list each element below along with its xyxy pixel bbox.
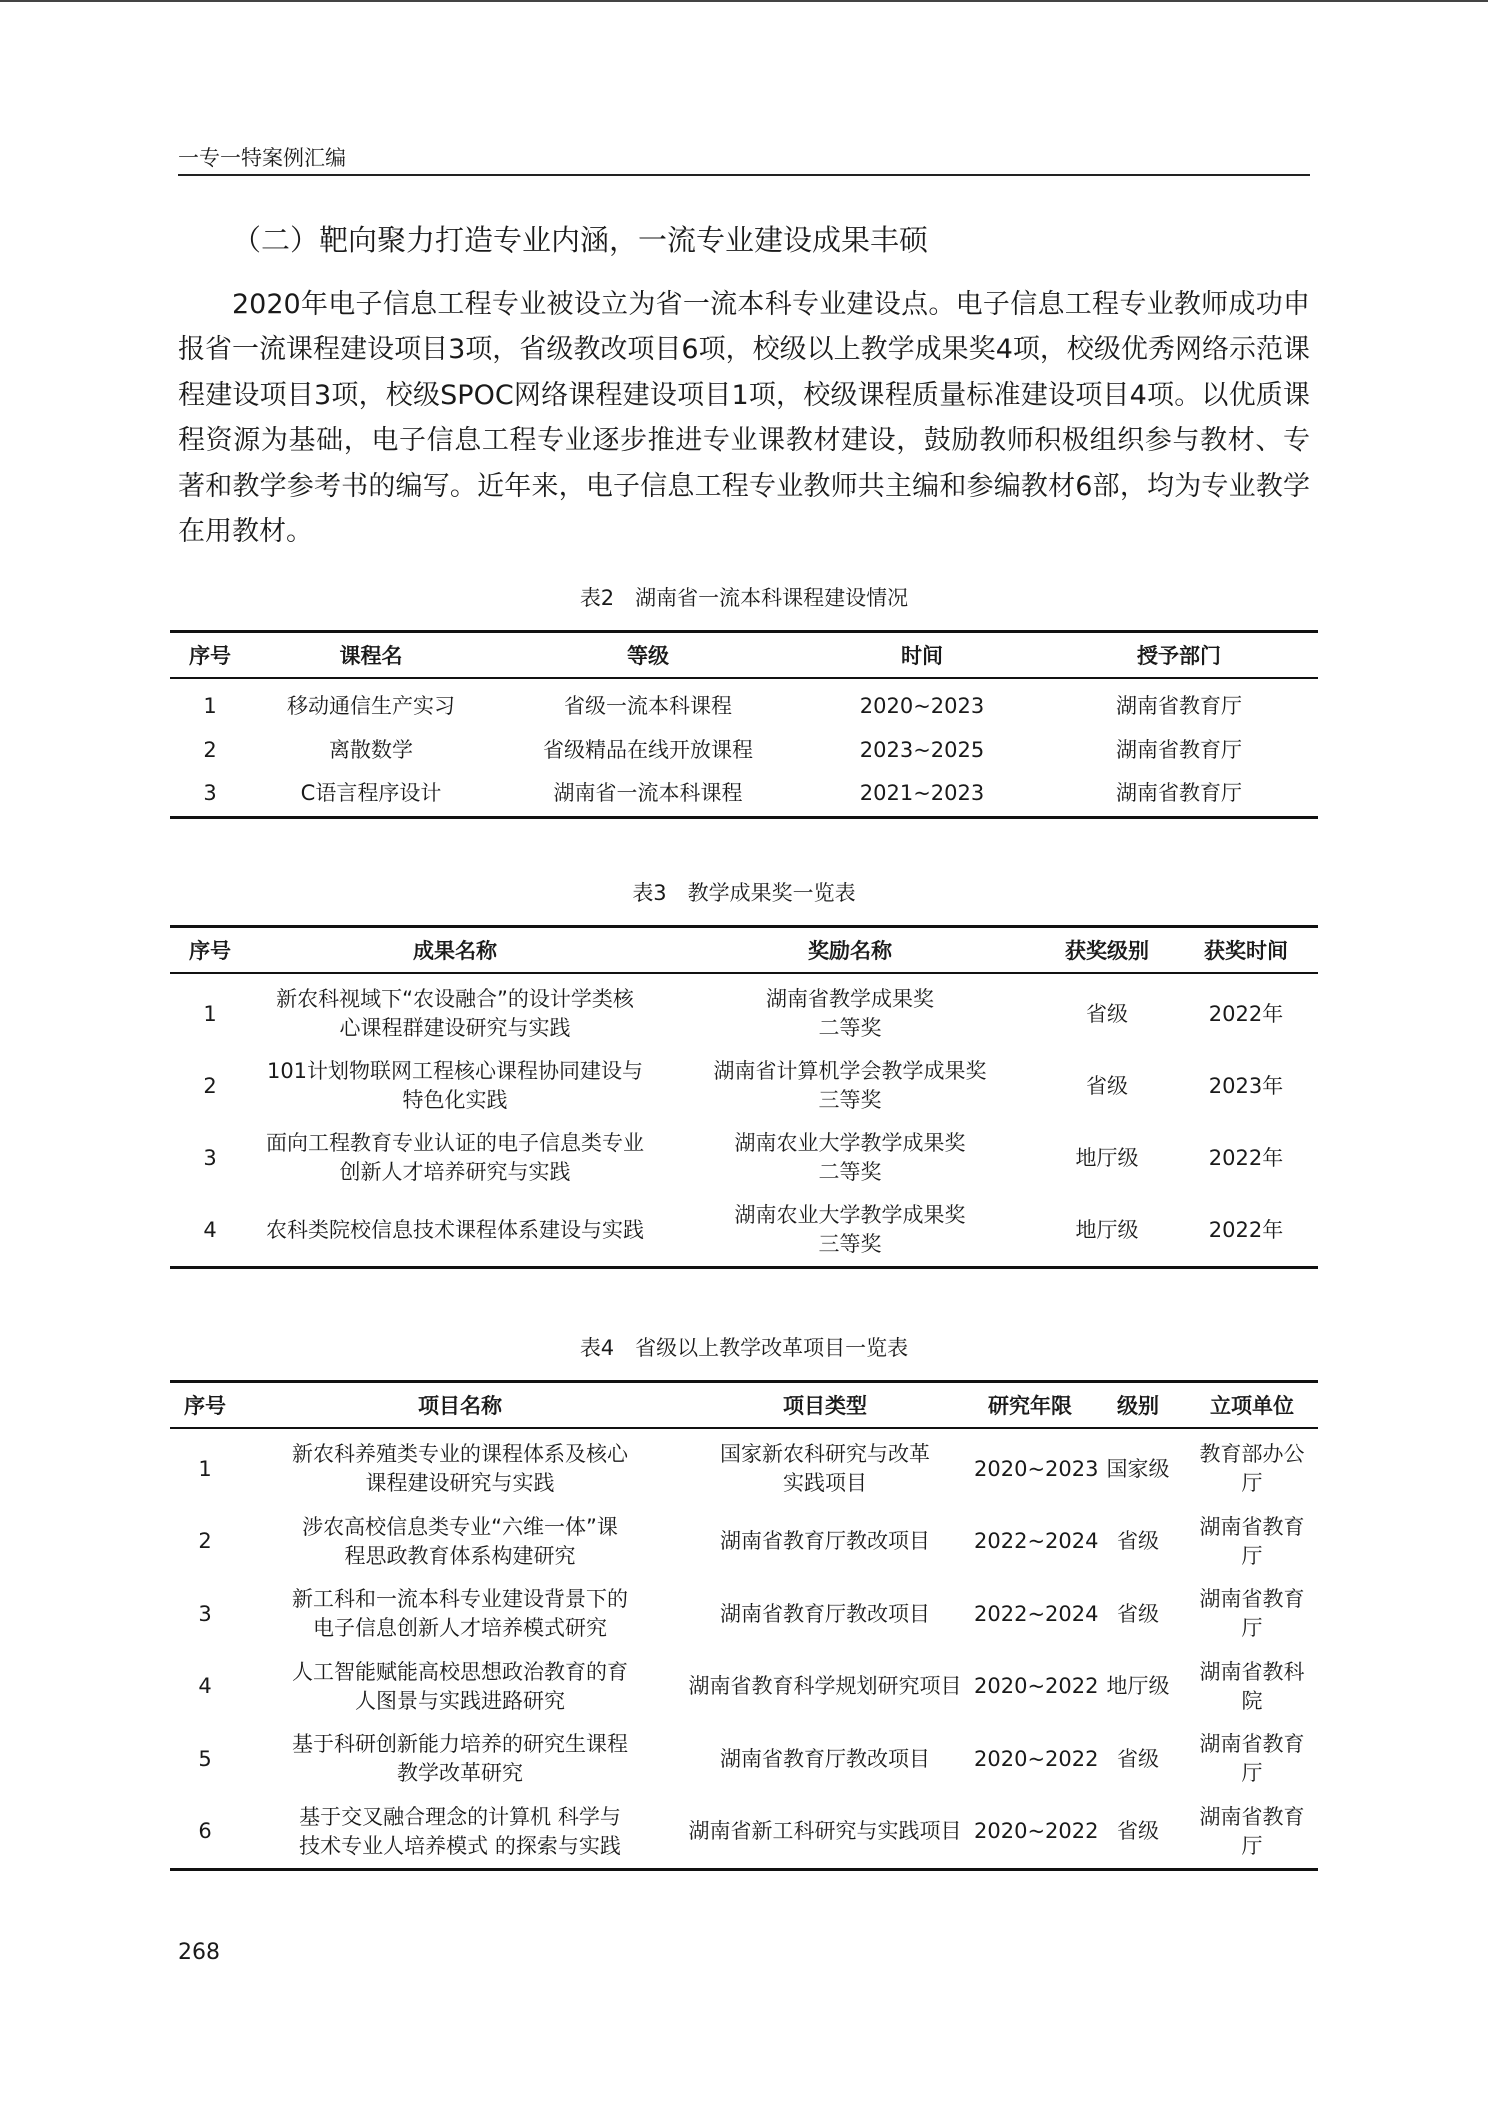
table-cell [680,1578,970,1651]
table-cell: 1 [198,1456,212,1481]
table-cell: C语言程序设计 [300,781,442,806]
table-cell [250,1194,660,1268]
table-cell: 3 [203,1145,217,1170]
table-row [170,1050,1318,1122]
table-row [170,1578,1318,1651]
table-cell: 地厅级 [1075,1145,1139,1170]
table-cell: 2023~2025 [859,737,985,762]
table-cell [680,1723,970,1796]
table-cell: 4 [203,1217,217,1242]
cell-text-line: 课程建设研究与实践 [365,1471,555,1496]
top-border-line [0,0,1488,2]
cell-text-line: 技术专业人培养模式 的探索与实践 [299,1833,621,1858]
table2-header-cell: 等级 [627,644,669,668]
table-cell: 2022~2024 [974,1601,1099,1626]
table-row [170,772,1318,817]
cell-text-line: 湖南省新工科研究与实践项目 [688,1819,962,1844]
table-cell [680,1651,970,1724]
table-cell [240,1506,680,1579]
cell-text-line: 湖南省教育科学规划研究项目 [688,1674,962,1699]
cell-text-line: 国家新农科研究与改革 [720,1442,930,1467]
table3-header-row [170,927,1318,974]
table-cell: 2 [203,737,217,762]
table-cell [680,1506,970,1579]
table-cell: 湖南省教育厅 [1199,1804,1305,1858]
table-cell: 2020~2022 [974,1674,1099,1699]
cell-text-line: 特色化实践 [402,1088,508,1112]
section-heading: （二）靶向聚力打造专业内涵，一流专业建设成果丰硕 [232,223,929,257]
cell-text-line: 农科类院校信息技术课程体系建设与实践 [266,1217,644,1242]
table-row [170,1723,1318,1796]
cell-text-line: 实践项目 [783,1471,867,1496]
table-cell [240,1796,680,1870]
table4-caption: 表4 省级以上教学改革项目一览表 [579,1336,909,1360]
table-row [170,1506,1318,1579]
table-row [170,678,1318,729]
table-cell: 地厅级 [1106,1674,1170,1699]
table-cell: 省级一流本科课程 [564,694,732,719]
table-cell: 湖南省教育厅 [1199,1514,1305,1568]
table-cell: 省级 [1117,1601,1159,1626]
table-cell: 省级 [1086,1001,1128,1026]
table-cell: 2 [198,1529,212,1554]
cell-text-line: 湖南省教育厅教改项目 [720,1746,930,1771]
table-cell: 2020~2023 [859,694,985,719]
table-cell [240,1578,680,1651]
table2-course-construction [170,630,1318,819]
table4-header-cell: 级别 [1117,1394,1159,1418]
cell-text-line: 新农科养殖类专业的课程体系及核心 [292,1442,628,1467]
table-cell [660,1194,1040,1268]
table-cell: 湖南省教科院 [1199,1659,1305,1713]
table-cell: 1 [203,1001,217,1026]
table-cell: 省级精品在线开放课程 [543,737,753,762]
table-cell: 移动通信生产实习 [287,694,455,719]
table3-header-cell: 成果名称 [413,939,497,963]
table-cell: 2020~2022 [974,1819,1099,1844]
table-cell [660,1122,1040,1194]
table-cell: 省级 [1117,1746,1159,1771]
table-cell: 2022年 [1208,1001,1284,1026]
cell-text-line: 三等奖 [818,1232,882,1256]
cell-text-line: 涉农高校信息类专业“六维一体”课 [302,1514,618,1539]
table3-header-cell: 序号 [189,939,231,963]
table3-header-cell: 获奖时间 [1204,939,1288,963]
table-cell: 3 [203,781,217,806]
cell-text-line: 基于科研创新能力培养的研究生课程 [292,1732,628,1757]
table-row [170,973,1318,1050]
table-cell: 湖南省教育厅 [1199,1587,1305,1641]
table-cell [660,973,1040,1050]
cell-text-line: 湖南农业大学教学成果奖 [734,1131,966,1155]
table-row [170,1194,1318,1268]
cell-text-line: 湖南省教学成果奖 [766,987,934,1011]
table-cell: 4 [198,1674,212,1699]
table-cell: 1 [203,694,217,719]
table4-reform-projects [170,1380,1318,1871]
cell-text-line: 湖南省计算机学会教学成果奖 [713,1059,987,1083]
table-row [170,1796,1318,1870]
cell-text-line: 二等奖 [818,1160,882,1184]
table-cell: 省级 [1086,1073,1128,1098]
cell-text-line: 101计划物联网工程核心课程协同建设与 [266,1059,644,1083]
table3-caption: 表3 教学成果奖一览表 [632,881,856,905]
table2-header-cell: 课程名 [339,644,403,668]
cell-text-line: 三等奖 [818,1088,882,1112]
table-cell: 6 [198,1819,212,1844]
table4-header-cell: 研究年限 [988,1394,1072,1418]
table-cell: 2022~2024 [974,1529,1099,1554]
cell-text-line: 面向工程教育专业认证的电子信息类专业 [266,1131,644,1155]
table4-header-row [170,1382,1318,1429]
table4-header-cell: 项目名称 [418,1394,502,1418]
table-cell [250,1050,660,1122]
table2-header-cell: 时间 [901,644,943,668]
table3-header-cell: 获奖级别 [1065,939,1149,963]
table-cell [240,1651,680,1724]
cell-text-line: 人工智能赋能高校思想政治教育的育 [292,1659,628,1684]
cell-text-line: 电子信息创新人才培养模式研究 [313,1616,607,1641]
table-cell [660,1050,1040,1122]
table-cell [240,1428,680,1506]
table-row [170,1428,1318,1506]
table-cell: 2 [203,1073,217,1098]
cell-text-line: 湖南农业大学教学成果奖 [734,1203,966,1227]
table-cell [680,1796,970,1870]
table4-header-cell: 项目类型 [783,1394,867,1418]
table-cell: 2020~2023 [974,1456,1099,1481]
table3-header-cell: 奖励名称 [808,939,892,963]
table-cell: 2021~2023 [859,781,985,806]
table-row [170,729,1318,773]
cell-text-line: 创新人才培养研究与实践 [339,1160,571,1184]
table-cell: 离散数学 [329,737,413,762]
table-cell: 2022年 [1208,1145,1284,1170]
table-cell: 湖南省教育厅 [1116,737,1242,762]
table-row [170,1651,1318,1724]
cell-text-line: 教学改革研究 [397,1761,523,1786]
table-cell: 省级 [1117,1819,1159,1844]
table-cell: 湖南省一流本科课程 [553,781,743,806]
table4-header-cell: 序号 [184,1394,226,1418]
table-cell: 2022年 [1208,1217,1284,1242]
table-cell: 2020~2022 [974,1746,1099,1771]
table-cell: 2023年 [1208,1073,1284,1098]
table2-header-cell: 授予部门 [1137,644,1221,668]
table-cell [680,1428,970,1506]
table-cell: 湖南省教育厅 [1199,1732,1305,1786]
running-header-title: 一专一特案例汇编 [178,146,346,170]
table-cell: 湖南省教育厅 [1116,694,1242,719]
table-cell: 地厅级 [1075,1217,1139,1242]
table3-teaching-awards [170,925,1318,1269]
cell-text-line: 二等奖 [818,1016,882,1040]
table-cell: 3 [198,1601,212,1626]
table-cell [250,1122,660,1194]
table-cell: 省级 [1117,1529,1159,1554]
table-row [170,1122,1318,1194]
body-paragraph: 2020年电子信息工程专业被设立为省一流本科专业建设点。电子信息工程专业教师成功申报省一流课程建设项目3项，省级教改项目6项，校级以上教学成果奖4项，校级优秀网络示范课程建设项目3项，校级SPOC网络课程建设项目1项，校级课程质量标准建设项目4项。以优质课程资源为基础，电子信息工程专业逐步推进专业课教材建设，鼓励教师积极组织参与教材、专著和教学参考书的编写。近年来，电子信息工程专业教师共主编和参编教材6部，均为专业教学在用教材。 [178,289,1310,548]
table-cell: 国家级 [1106,1456,1170,1481]
running-header [178,138,1310,176]
table2-header-row [170,632,1318,679]
cell-text-line: 程思政教育体系构建研究 [344,1543,576,1568]
table2-header-cell: 序号 [189,644,231,668]
table2-caption: 表2 湖南省一流本科课程建设情况 [579,586,909,610]
cell-text-line: 人图景与实践进路研究 [355,1688,565,1713]
table-cell: 教育部办公厅 [1199,1442,1305,1496]
cell-text-line: 基于交叉融合理念的计算机 科学与 [299,1804,621,1829]
table-cell: 湖南省教育厅 [1116,781,1242,806]
table-cell: 5 [198,1746,212,1771]
cell-text-line: 湖南省教育厅教改项目 [720,1601,930,1626]
page-number: 268 [178,1940,220,1965]
table-cell [250,973,660,1050]
table-cell [240,1723,680,1796]
cell-text-line: 新工科和一流本科专业建设背景下的 [292,1587,628,1612]
cell-text-line: 湖南省教育厅教改项目 [720,1529,930,1554]
cell-text-line: 新农科视域下“农设融合”的设计学类核 [276,987,634,1011]
table4-header-cell: 立项单位 [1210,1394,1294,1418]
cell-text-line: 心课程群建设研究与实践 [339,1016,571,1040]
